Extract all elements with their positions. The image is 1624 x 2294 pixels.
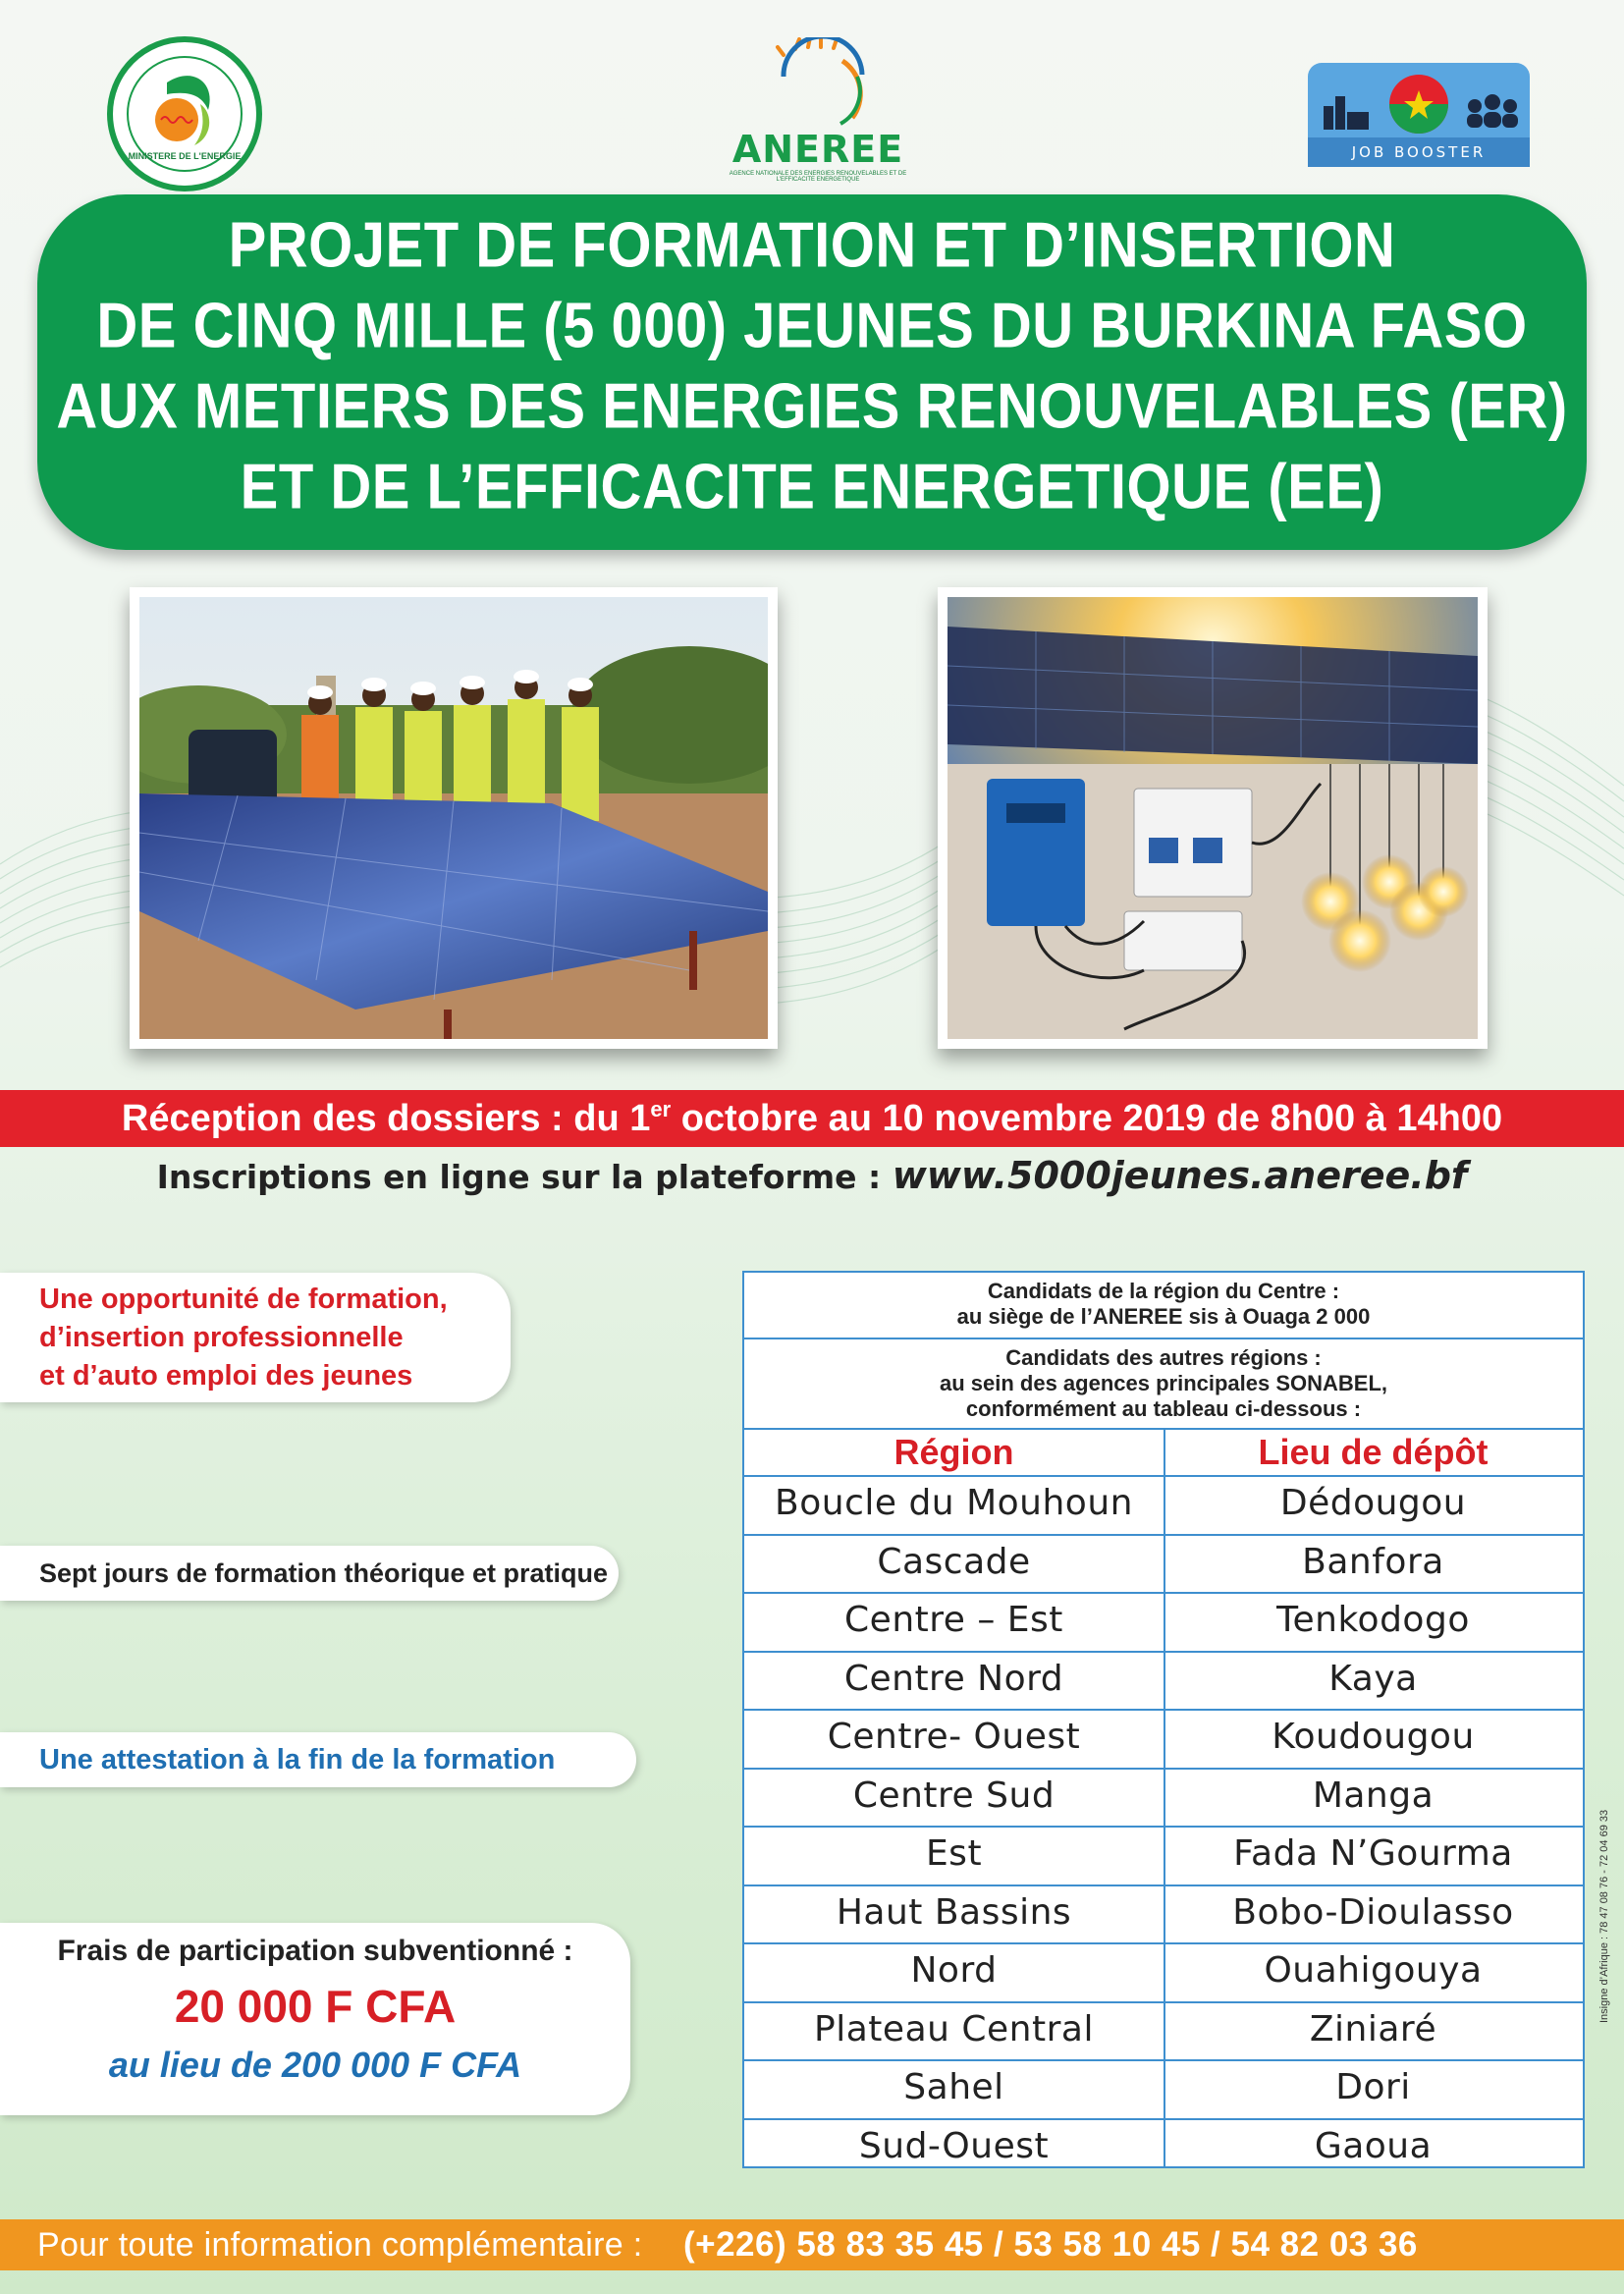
- aneree-subtitle: AGENCE NATIONALE DES ENERGIES RENOUVELABLES ET DE L'EFFICACITE ENERGETIQUE: [729, 171, 907, 183]
- job-booster-label: JOB BOOSTER: [1351, 143, 1487, 161]
- table-cell-lieu: Ziniaré: [1309, 2008, 1437, 2049]
- certificate-callout: Une attestation à la fin de la formation: [0, 1732, 636, 1787]
- table-cell-lieu: Koudougou: [1272, 1717, 1475, 1757]
- opportunity-callout: [0, 1273, 511, 1402]
- table-cell-region: Cascade: [877, 1541, 1031, 1582]
- table-cell-region: Centre – Est: [844, 1600, 1063, 1640]
- table-cell-lieu: Bobo-Dioulasso: [1232, 1891, 1514, 1933]
- title-line-1: PROJET DE FORMATION ET D’INSERTION: [228, 209, 1396, 281]
- table-cell-region: Centre Sud: [852, 1775, 1056, 1816]
- table-cell-lieu: Tenkodogo: [1276, 1600, 1470, 1640]
- row-divider: [744, 2118, 1583, 2120]
- footer-label: Pour toute information complémentaire :: [37, 2226, 643, 2264]
- table-cell-lieu: Manga: [1312, 1775, 1435, 1816]
- table-cell-region: Nord: [910, 1950, 998, 1991]
- table-cell-region: Est: [925, 1833, 983, 1874]
- fee-label: Frais de participation subventionné :: [57, 1935, 573, 1967]
- opportunity-line-2: d’insertion professionnelle: [39, 1322, 404, 1353]
- table-cell-region: Centre Nord: [843, 1658, 1064, 1699]
- opportunity-line-1: Une opportunité de formation,: [39, 1284, 448, 1315]
- online-label: Inscriptions en ligne sur la plateforme :: [156, 1158, 893, 1196]
- fee-old-price: au lieu de 200 000 F CFA: [108, 2045, 522, 2085]
- table-cell-lieu: Gaoua: [1314, 2125, 1433, 2166]
- title-line-2: DE CINQ MILLE (5 000) JEUNES DU BURKINA FASO: [96, 290, 1528, 361]
- row-divider: [744, 1768, 1583, 1770]
- other-regions-line-2: au sein des agences principales SONABEL,: [939, 1371, 1388, 1395]
- row-divider: [744, 1534, 1583, 1536]
- row-divider: [744, 2001, 1583, 2003]
- photo-trainees-solar-panels: [130, 587, 778, 1049]
- column-header-region: Région: [893, 1432, 1014, 1472]
- fee-price: 20 000 F CFA: [174, 1981, 457, 2032]
- reception-dates-bar: [0, 1090, 1624, 1147]
- reception-suffix: octobre au 10 novembre 2019 de 8h00 à 14h00: [671, 1098, 1503, 1139]
- other-regions-line-1: Candidats des autres régions :: [1005, 1345, 1322, 1370]
- table-cell-lieu: Dori: [1335, 2067, 1411, 2107]
- table-cell-lieu: Kaya: [1328, 1658, 1418, 1699]
- row-divider: [744, 1942, 1583, 1944]
- other-regions-line-3: conformément au tableau ci-dessous :: [965, 1396, 1362, 1421]
- row-divider: [744, 1592, 1583, 1594]
- table-divider: [744, 1338, 1583, 1339]
- column-header-lieu: Lieu de dépôt: [1258, 1432, 1489, 1472]
- table-cell-region: Boucle du Mouhoun: [775, 1483, 1133, 1523]
- centre-line-1: Candidats de la région du Centre :: [987, 1279, 1340, 1303]
- title-line-4: ET DE L’EFFICACITE ENERGETIQUE (EE): [240, 451, 1384, 522]
- table-cell-lieu: Banfora: [1302, 1541, 1444, 1582]
- table-cell-region: Centre- Ouest: [827, 1717, 1081, 1757]
- row-divider: [744, 1651, 1583, 1653]
- online-registration: [0, 1151, 1624, 1202]
- ministry-logo: [106, 35, 263, 192]
- printer-credit: Insigne d’Afrique : 78 47 08 76 - 72 04 69 33: [1598, 1809, 1610, 2023]
- contact-footer: [0, 2219, 1624, 2270]
- aneree-logo: [715, 37, 921, 185]
- ministry-name: MINISTERE DE L'ENERGIE: [128, 151, 242, 161]
- table-cell-region: Sud-Ouest: [858, 2125, 1050, 2166]
- table-cell-region: Plateau Central: [814, 2008, 1094, 2049]
- title-line-3: AUX METIERS DES ENERGIES RENOUVELABLES (ER): [56, 370, 1568, 442]
- row-divider: [744, 2059, 1583, 2061]
- reception-prefix: Réception des dossiers : du 1: [121, 1098, 651, 1139]
- deposit-locations-table: [742, 1271, 1585, 2168]
- table-cell-region: Haut Bassins: [836, 1891, 1072, 1933]
- platform-url-link[interactable]: www.5000jeunes.aneree.bf: [892, 1154, 1468, 1197]
- footer-phone-numbers[interactable]: (+226) 58 83 35 45 / 53 58 10 45 / 54 82 03 36: [683, 2225, 1418, 2264]
- project-title-banner: [37, 194, 1587, 550]
- row-divider: [744, 1709, 1583, 1711]
- table-cell-region: Sahel: [903, 2067, 1004, 2107]
- opportunity-line-3: et d’auto emploi des jeunes: [39, 1360, 413, 1392]
- fee-callout: [0, 1923, 630, 2115]
- row-divider: [744, 1826, 1583, 1828]
- photo-solar-installation: [938, 587, 1488, 1049]
- row-divider: [744, 1475, 1583, 1477]
- centre-line-2: au siège de l’ANEREE sis à Ouaga 2 000: [956, 1304, 1371, 1329]
- reception-superscript: er: [650, 1097, 672, 1121]
- training-duration-callout: Sept jours de formation théorique et pratique: [0, 1546, 619, 1601]
- row-divider: [744, 1884, 1583, 1886]
- table-cell-lieu: Dédougou: [1279, 1483, 1467, 1523]
- table-cell-lieu: Ouahigouya: [1264, 1950, 1483, 1991]
- job-booster-logo: [1306, 61, 1532, 169]
- table-cell-lieu: Fada N’Gourma: [1233, 1833, 1513, 1874]
- aneree-name: ANEREE: [731, 128, 904, 171]
